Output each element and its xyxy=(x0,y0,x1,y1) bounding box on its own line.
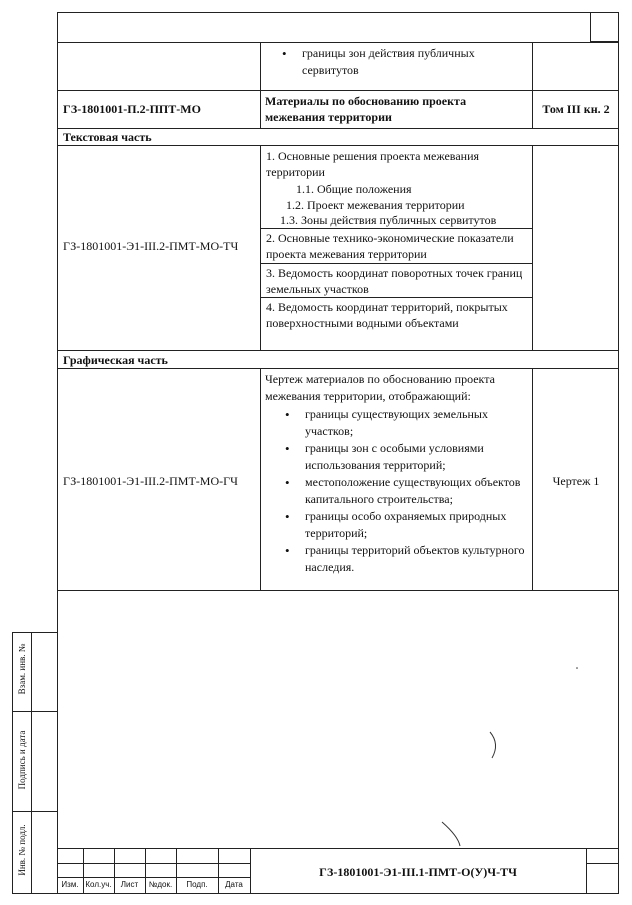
title-block-line xyxy=(57,877,250,878)
table-line xyxy=(57,90,619,91)
side-stamp-left xyxy=(12,632,13,894)
table-line xyxy=(260,297,532,298)
text-item: 2. Основные технико-экономические показатели проекта межевания территории xyxy=(266,231,514,261)
graphic-section-code: ГЗ-1801001-Э1-III.2-ПМТ-МО-ГЧ xyxy=(63,474,238,488)
title-block-line xyxy=(57,863,250,864)
frame-top xyxy=(57,12,619,13)
text-section-code: ГЗ-1801001-Э1-III.2-ПМТ-МО-ТЧ xyxy=(63,239,239,253)
table-col-line xyxy=(260,368,261,590)
frame-bottom xyxy=(57,893,619,894)
table-col-line xyxy=(532,368,533,590)
volume-code: ГЗ-1801001-П.2-ППТ-МО xyxy=(63,102,201,116)
table-line xyxy=(57,145,619,146)
side-stamp-line xyxy=(12,893,57,894)
table-line xyxy=(57,368,619,369)
text-item: 1. Основные решения проекта межевания территории xyxy=(266,149,480,179)
document-code: ГЗ-1801001-Э1-III.1-ПМТ-О(У)Ч-ТЧ xyxy=(319,865,517,879)
graphic-sheet-number: Чертеж 1 xyxy=(552,474,600,488)
text-item: 3. Ведомость координат поворотных точек границ земельных участков xyxy=(266,266,523,296)
inv-podl-label: Инв. № подл. xyxy=(17,824,27,876)
bullet-item: • границы особо охраняемых природных территорий; xyxy=(265,508,529,542)
graphic-intro: Чертеж материалов по обоснованию проекта межевания территории, отображающий: xyxy=(265,372,495,403)
col-izm: Изм. xyxy=(61,880,79,889)
volume-title: Материалы по обоснованию проекта межевания территории xyxy=(265,94,467,124)
side-stamp-mid xyxy=(31,632,32,894)
signature-date-label: Подпись и дата xyxy=(17,730,27,790)
table-line xyxy=(57,590,619,591)
col-ndok: №док. xyxy=(148,880,173,889)
col-data: Дата xyxy=(225,880,243,889)
text-section-heading: Текстовая часть xyxy=(63,130,152,144)
bullet-item: • границы существующих земельных участков; xyxy=(265,406,529,440)
table-line xyxy=(57,42,619,43)
title-block-line xyxy=(586,863,618,864)
col-kol-uch: Кол.уч. xyxy=(85,880,112,889)
top-bullet-cell xyxy=(262,45,530,79)
text-subitem: 1.2. Проект межевания территории xyxy=(286,198,465,212)
table-col-line xyxy=(532,145,533,350)
col-list: Лист xyxy=(120,880,139,889)
bullet-item: • местоположение существующих объектов капитального строительства; xyxy=(265,474,529,508)
graphic-section-description xyxy=(265,371,529,576)
table-line xyxy=(260,228,532,229)
table-line xyxy=(57,350,619,351)
bullet-item: • границы территорий объектов культурного наследия. xyxy=(265,542,529,576)
table-col-line xyxy=(532,42,533,128)
bullet-item: • границы зон с особыми условиями использования территорий; xyxy=(265,440,529,474)
graphic-section-heading: Графическая часть xyxy=(63,353,168,367)
table-col-line xyxy=(260,145,261,350)
volume-number: Том III кн. 2 xyxy=(542,102,610,116)
bullet-item: • границы зон действия публичных сервитутов xyxy=(262,45,530,79)
text-subitem: 1.3. Зоны действия публичных сервитутов xyxy=(280,213,497,227)
table-col-line xyxy=(260,42,261,128)
col-podp: Подп. xyxy=(186,880,208,889)
corner-box-left xyxy=(590,12,591,42)
inv-number-label: Взам. инв. № xyxy=(17,643,27,695)
text-item: 4. Ведомость координат территорий, покрытых поверхностными водными объектами xyxy=(266,300,508,330)
scan-marks xyxy=(420,660,600,860)
text-subitem: 1.1. Общие положения xyxy=(296,182,412,196)
table-line xyxy=(260,263,532,264)
